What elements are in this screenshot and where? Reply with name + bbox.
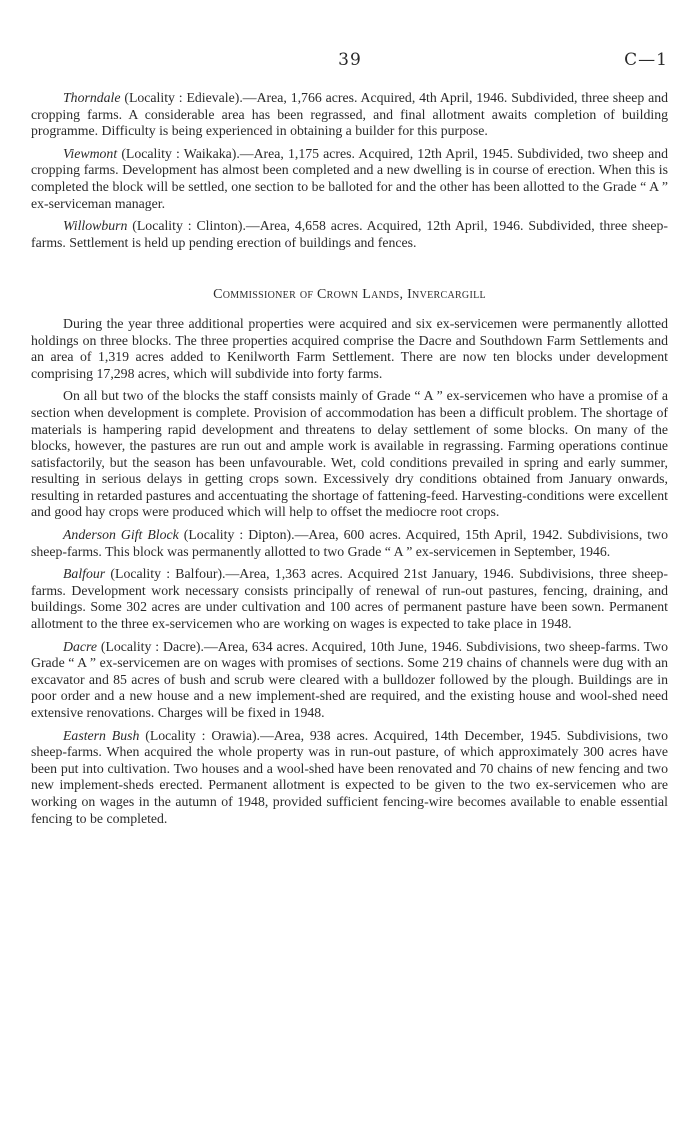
entry-dacre [31,639,668,722]
section-heading: Commissioner of Crown Lands, Invercargill [213,287,486,303]
entry-text: (Locality : Edievale).—Area, 1,766 acres. Acquired, 4th April, 1946. Subdivided, three sheep and cropping farms. A considerable area has been regrassed, and final allotment awaits completion of building programme. Difficulty is being experienced in obtaining a builder for this purpose. [31,90,668,139]
entry-anderson-gift-block [31,527,668,560]
entry-thorndale [31,90,668,140]
entry-text: (Locality : Dacre).—Area, 634 acres. Acquired, 10th June, 1946. Subdivisions, two sheep-farms. Two Grade “ A ” ex-servicemen are on wages with promises of sections. Some 219 chains of channels were dug with an excavator and 85 acres of bush and scrub were cleared with a bulldozer followed by the plough. Buildings are in poor order and a new house and a new implement-shed are required, and the existing house and wool-shed need extensive renovations. Charges will be fixed in 1948. [31,638,668,720]
entry-name: Anderson Gift Block [63,527,179,543]
page-header [0,50,700,74]
entry-name: Willowburn [63,218,128,234]
section-code: C—1 [624,50,668,70]
entry-text: (Locality : Orawia).—Area, 938 acres. Acquired, 14th December, 1945. Subdivisions, two sheep-farms. When acquired the whole property was in run-out pasture, of which approximately 300 acres have been put into cultivation. Two houses and a wool-shed have been renovated and 70 chains of new fencing and two new implement-sheds erected. Permanent allotment is expected to be given to the two ex-servicemen who are working on wages in the autumn of 1948, provided sufficient fencing-wire becomes available to enable essential fencing to be completed. [31,727,668,826]
entry-text: (Locality : Dipton).—Area, 600 acres. Acquired, 15th April, 1942. Subdivisions, two sheep-farms. This block was permanently allotted to two Grade “ A ” ex-servicemen in September, 1946. [31,527,669,559]
entry-willowburn [31,218,668,251]
entry-text: (Locality : Clinton).—Area, 4,658 acres. Acquired, 12th April, 1946. Subdivided, three sheep-farms. Settlement is held up pending erection of buildings and fences. [31,218,668,250]
entry-viewmont [31,146,668,212]
page-number: 39 [338,50,362,70]
entry-name: Eastern Bush [63,727,140,743]
entry-eastern-bush [31,728,668,828]
paragraph: During the year three additional properties were acquired and six ex-servicemen were permanently allotted holdings on three blocks. The three properties acquired comprise the Dacre and Southdown Farm Settlements and an area of 1,319 acres added to Kenilworth Farm Settlement. There are now ten blocks under development comprising 17,298 acres, which will subdivide into forty farms. [31,315,668,381]
entry-balfour [31,566,668,632]
entry-name: Viewmont [63,145,118,161]
entry-name: Thorndale [63,90,121,105]
entry-name: Dacre [63,638,97,654]
entry-text: (Locality : Waikaka).—Area, 1,175 acres. Acquired, 12th April, 1945. Subdivided, two sheep and cropping farms. Development has almost been completed and a new dwelling is in course of erection. When this is completed the block will be settled, one section to be balloted for and the other has been allotted to the Grade “ A ” ex-serviceman manager. [31,145,668,211]
entry-name: Balfour [63,566,106,582]
page-body [31,90,668,833]
paragraph: On all but two of the blocks the staff consists mainly of Grade “ A ” ex-servicemen who have a promise of a section when development is complete. Provision of accommodation has been a difficult problem. The shortage of materials is hampering rapid development and threatens to delay settlement of some blocks. On many of the blocks, however, the pastures are run out and ample work is available in regrassing. Farming operations continue satisfactorily, but the season has been unfavourable. Wet, cold conditions prevailed in spring and early summer, resulting in serious delays in getting crops sown. Excessively dry conditions obtained from January onwards, resulting in retarded pastures and accentuating the shortage of fattening-feed. Harvesting-conditions were excellent and good hay crops were produced which will help to offset the mediocre root crops. [31,388,668,520]
entry-text: (Locality : Balfour).—Area, 1,363 acres. Acquired 21st January, 1946. Subdivisions, three sheep-farms. Development work necessary consists principally of renewal of run-out pastures, fencing, draining, and buildings. Some 302 acres are under cultivation and 100 acres of permanent pasture have been sown. Permanent allotment to the three ex-servicemen who are working on wages is expected to take place in 1948. [31,566,668,632]
